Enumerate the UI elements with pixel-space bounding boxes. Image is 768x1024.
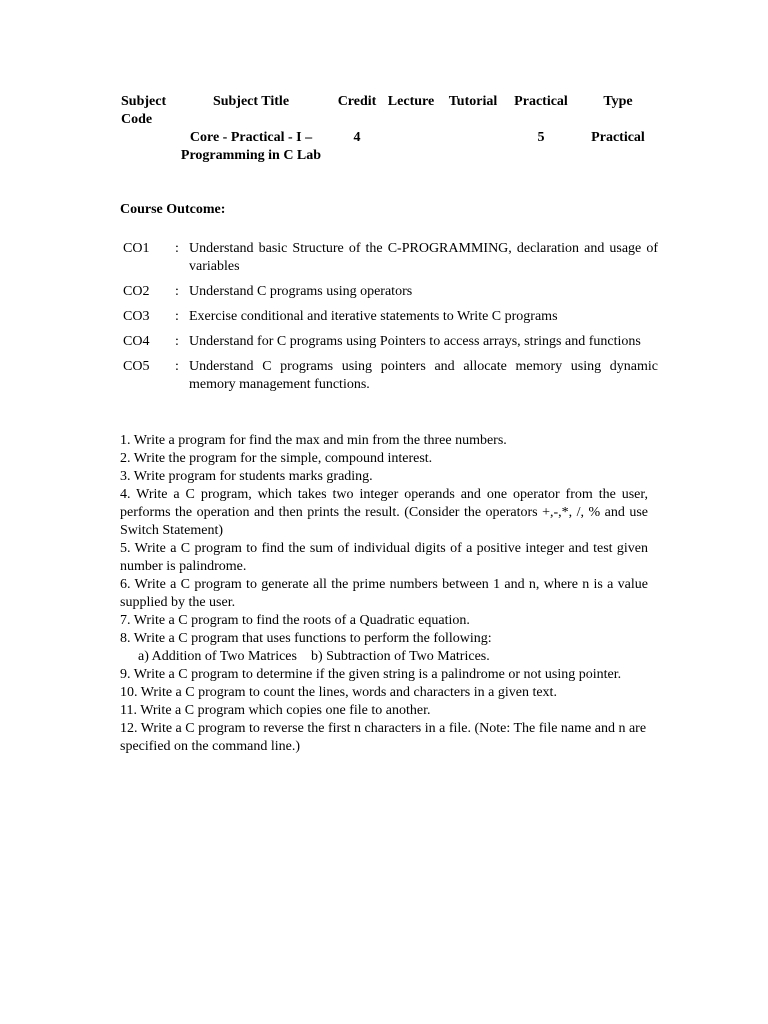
- program-item: 7. Write a C program to find the roots of a Quadratic equation.: [120, 613, 470, 628]
- subject-table: [118, 93, 660, 165]
- co-item: [120, 333, 658, 351]
- header-practical: Practical: [514, 94, 568, 109]
- co-code: CO2: [123, 284, 150, 299]
- header-lecture: Lecture: [387, 94, 435, 109]
- program-item: 1. Write a program for find the max and min from the three numbers.: [120, 433, 507, 448]
- co-colon: :: [175, 334, 179, 349]
- program-item: 3. Write program for students marks grading.: [120, 469, 373, 484]
- program-list: [120, 432, 648, 756]
- co-text: Understand for C programs using Pointers to access arrays, strings and functions: [189, 334, 641, 349]
- program-item: 2. Write the program for the simple, compound interest.: [120, 451, 433, 466]
- cell-practical: 5: [537, 130, 545, 145]
- co-item: [120, 308, 658, 326]
- program-item: 4. Write a C program, which takes two integer operands and one operator from the user, performs the operation and then prints the result. (Consider the operators +,-,*, /, % and use Switch Statement): [120, 487, 648, 538]
- header-subject-code: Subject Code: [121, 94, 167, 127]
- co-item: [120, 358, 658, 394]
- co-code: CO3: [123, 309, 150, 324]
- co-text: Understand C programs using operators: [189, 284, 413, 299]
- subject-table-row: [118, 129, 660, 165]
- cell-lecture: [382, 129, 440, 165]
- header-type: Type: [603, 94, 633, 109]
- header-tutorial: Tutorial: [448, 94, 498, 109]
- program-item: 5. Write a C program to find the sum of individual digits of a positive integer and test given number is palindrome.: [120, 541, 648, 574]
- cell-subject-title: Core - Practical - I – Programming in C Lab: [180, 130, 322, 163]
- co-code: CO1: [123, 241, 150, 256]
- co-text: Understand basic Structure of the C-PROGRAMMING, declaration and usage of variables: [189, 241, 658, 274]
- course-outcome-heading: Course Outcome:: [120, 202, 226, 217]
- co-colon: :: [175, 309, 179, 324]
- header-subject-title: Subject Title: [212, 94, 290, 109]
- cell-credit: 4: [353, 130, 361, 145]
- co-colon: :: [175, 284, 179, 299]
- program-item: 10. Write a C program to count the lines, words and characters in a given text.: [120, 685, 557, 700]
- co-text: Exercise conditional and iterative statements to Write C programs: [189, 309, 558, 324]
- header-credit: Credit: [337, 94, 377, 109]
- program-item: 9. Write a C program to determine if the given string is a palindrome or not using pointer.: [120, 667, 622, 682]
- subject-table-header-row: [118, 93, 660, 129]
- program-item: 11. Write a C program which copies one file to another.: [120, 703, 431, 718]
- cell-type: Practical: [591, 130, 645, 145]
- program-item: 12. Write a C program to reverse the first n characters in a file. (Note: The file name and n are specified on the command line.): [120, 721, 647, 754]
- course-outcome-list: [120, 240, 658, 401]
- cell-subject-code: [118, 129, 170, 165]
- co-item: [120, 283, 658, 301]
- program-item: 8. Write a C program that uses functions to perform the following:: [120, 631, 492, 646]
- co-code: CO4: [123, 334, 150, 349]
- co-colon: :: [175, 241, 179, 256]
- co-text: Understand C programs using pointers and allocate memory using dynamic memory management functions.: [189, 359, 658, 392]
- co-code: CO5: [123, 359, 150, 374]
- program-item: 6. Write a C program to generate all the prime numbers between 1 and n, where n is a value supplied by the user.: [120, 577, 648, 610]
- cell-tutorial: [440, 129, 506, 165]
- program-item-8-subitems: a) Addition of Two Matrices b) Subtraction of Two Matrices.: [138, 649, 490, 664]
- co-colon: :: [175, 359, 179, 374]
- co-item: [120, 240, 658, 276]
